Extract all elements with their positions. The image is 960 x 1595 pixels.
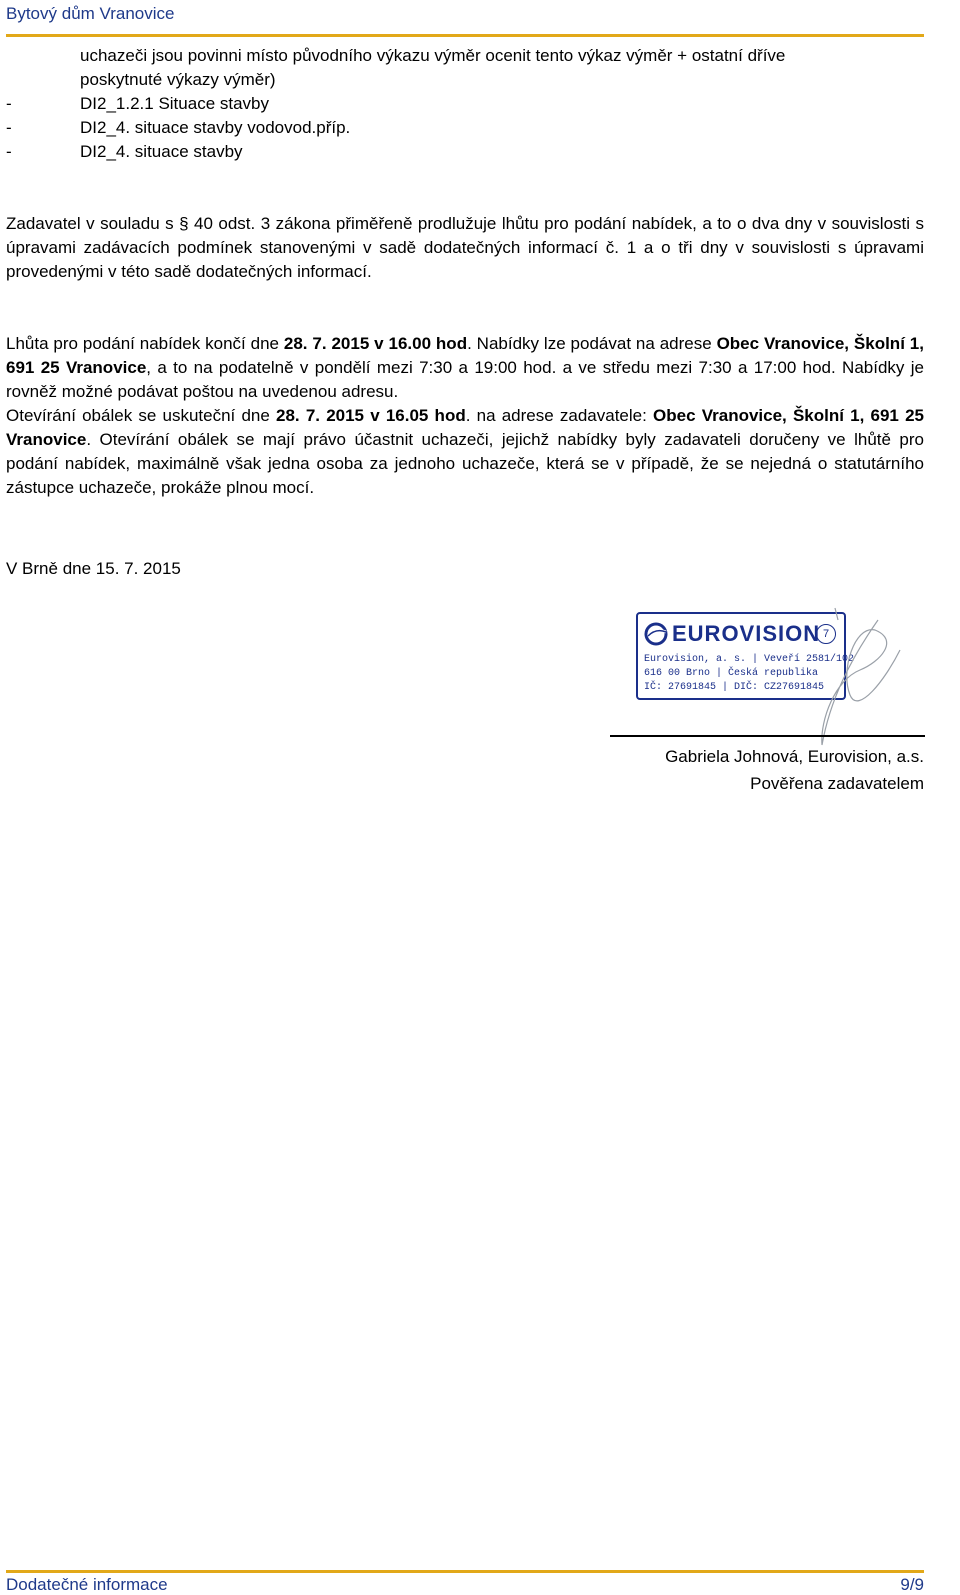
signature-line xyxy=(610,735,925,737)
header-title: Bytový dům Vranovice xyxy=(6,4,175,23)
opening-address: Obec Vranovice, Školní 1, 691 25 Vranovice xyxy=(6,406,924,449)
text: . Nabídky lze podávat na adrese xyxy=(467,334,717,353)
list-item-text: DI2_4. situace stavby vodovod.příp. xyxy=(80,118,351,137)
document-body xyxy=(6,44,924,500)
signer-name: Gabriela Johnová, Eurovision, a.s. xyxy=(665,747,924,766)
text: Lhůta pro podání nabídek končí dne xyxy=(6,334,284,353)
continuation-line-2: poskytnuté výkazy výměr) xyxy=(80,70,276,89)
list-item xyxy=(6,116,924,140)
opening-date: 28. 7. 2015 v 16.05 hod xyxy=(276,406,466,425)
handwritten-signature xyxy=(780,600,910,750)
paragraph-submission xyxy=(6,332,924,404)
footer-rule xyxy=(6,1570,924,1573)
page-number: 9/9 xyxy=(900,1575,924,1594)
submission-address: Obec Vranovice, Školní 1, 691 25 Vranovice xyxy=(6,334,924,377)
eurovision-logo-icon xyxy=(644,622,668,646)
list-dash: - xyxy=(6,142,12,161)
text: . na adrese zadavatele: xyxy=(465,406,654,425)
list-item-text: DI2_4. situace stavby xyxy=(80,142,243,161)
continuation-line-1: uchazeči jsou povinni místo původního výkazu výměr ocenit tento výkaz výměr + ostatní dříve xyxy=(80,46,786,65)
text: . Otevírání obálek se mají právo účastnit uchazeči, jejichž nabídky byly zadavateli doručeny ve lhůtě pro podání nabídek, maximálně však jedna osoba za jednoho uchazeče, která se v případě, že se nejedná o statutárního zástupce uchazeče, prokáže plnou mocí. xyxy=(6,430,924,497)
header-rule xyxy=(6,34,924,37)
submission-deadline: 28. 7. 2015 v 16.00 hod xyxy=(283,334,468,353)
stamp-line-3: IČ: 27691845 | DIČ: CZ27691845 xyxy=(644,682,825,693)
page-header xyxy=(6,0,924,36)
stamp-number: 7 xyxy=(816,624,836,644)
place-date-line: V Brně dne 15. 7. 2015 xyxy=(6,559,181,578)
list-dash: - xyxy=(6,118,12,137)
list-item xyxy=(6,140,924,164)
paragraph-opening xyxy=(6,404,924,500)
stamp-brand: EUROVISION xyxy=(672,621,821,646)
list-dash: - xyxy=(6,94,12,113)
footer-title: Dodatečné informace xyxy=(6,1575,168,1594)
text: , a to na podatelně v pondělí mezi 7:30 a 19:00 hod. a ve středu mezi 7:30 a 17:00 hod. Nabídky je rovněž možné podávat poštou na uvedenou adresu. xyxy=(6,358,924,401)
signer-block xyxy=(600,743,924,797)
stamp-line-1: Eurovision, a. s. | Veveří 2581/102 xyxy=(644,654,855,665)
paragraph-deadline-extension: Zadavatel v souladu s § 40 odst. 3 zákona přiměřeně prodlužuje lhůtu pro podání nabídek, a to o dva dny v souvislosti s úpravami zadávacích podmínek stanovenými v sadě dodatečných informací č. 1 a o tři dny v souvislosti s úpravami provedenými v této sadě dodatečných informací. xyxy=(6,214,924,281)
signer-role: Pověřena zadavatelem xyxy=(750,774,924,793)
text: Otevírání obálek se uskuteční dne xyxy=(6,406,277,425)
list-item-text: DI2_1.2.1 Situace stavby xyxy=(80,94,270,113)
stamp-and-signature xyxy=(600,600,930,750)
stamp-line-2: 616 00 Brno | Česká republika xyxy=(644,668,819,679)
list-item xyxy=(6,92,924,116)
